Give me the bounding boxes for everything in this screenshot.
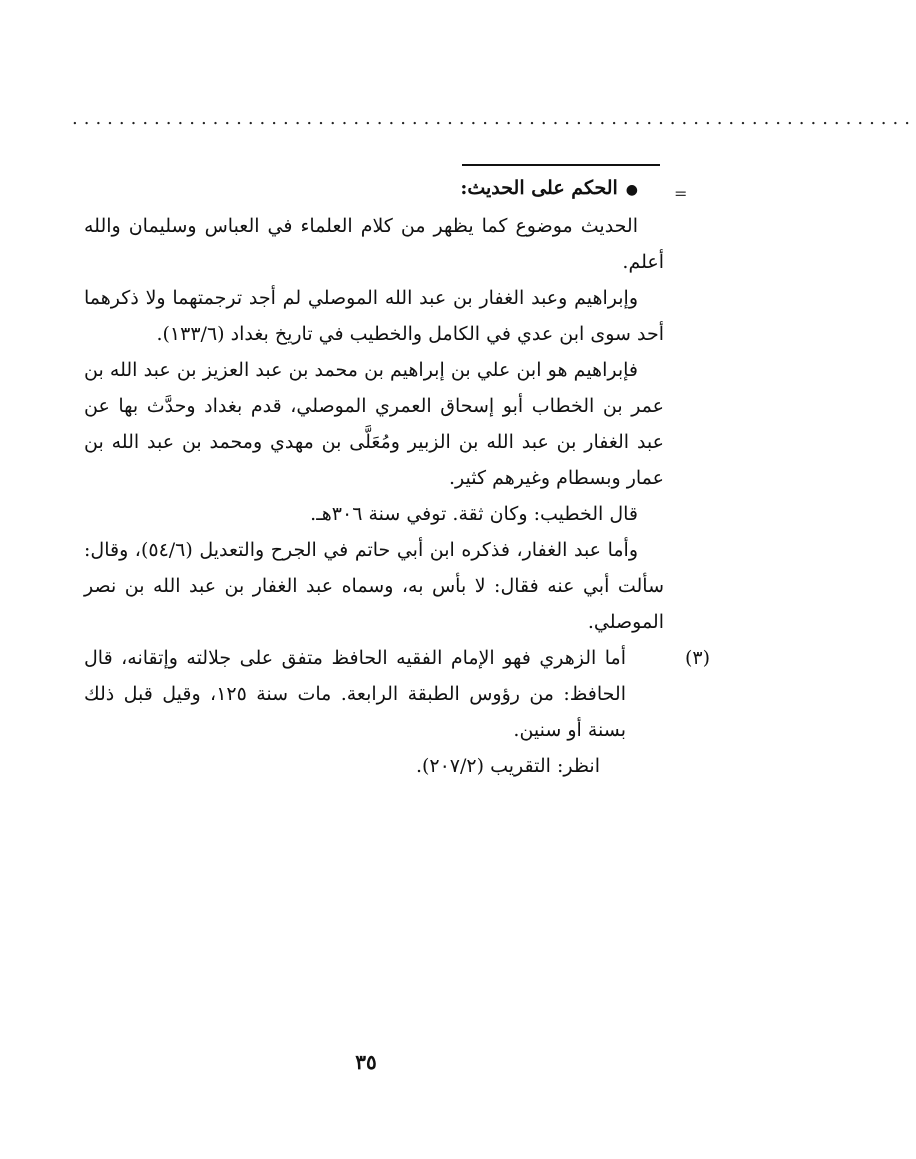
section-heading bbox=[84, 170, 664, 208]
footnote-number: (٣) bbox=[684, 647, 710, 669]
paragraph: فإبراهيم هو ابن علي بن إبراهيم بن محمد بن عبد العزيز بن عبد الله بن عمر بن الخطاب أبو إسحاق العمري الموصلي، قدم بغداد وحدَّث بها عن عبد الغفار بن عبد الله بن الزبير ومُعَلَّى بن مهدي ومحمد بن عبد الله بن عمار وبسطام وغيرهم كثير. bbox=[84, 359, 664, 489]
footnote-reference: انظر: التقريب (٢٠٧/٢). bbox=[415, 755, 600, 777]
footnote-text: أما الزهري فهو الإمام الفقيه الحافظ متفق على جلالته وإتقانه، قال الحافظ: من رؤوس الطبقة الرابعة. مات سنة ١٢٥، وقيل قبل ذلك بسنة أو سنين. bbox=[84, 647, 626, 741]
footnote-rule bbox=[462, 164, 660, 166]
footnote bbox=[84, 640, 710, 784]
page-number: ٣٥ bbox=[355, 1050, 377, 1074]
section-heading-text: الحكم على الحديث: bbox=[460, 177, 618, 199]
paragraph: وأما عبد الغفار، فذكره ابن أبي حاتم في الجرح والتعديل (٥٤/٦)، وقال: سألت أبي عنه فقال: لا بأس به، وسماه عبد الغفار بن عبد الله بن نصر الموصلي. bbox=[84, 539, 664, 633]
paragraph: وإبراهيم وعبد الغفار بن عبد الله الموصلي لم أجد ترجمتهما ولا ذكرهما أحد سوى ابن عدي في الكامل والخطيب في تاريخ بغداد (١٣٣/٦). bbox=[84, 287, 664, 345]
page-body bbox=[84, 170, 710, 784]
bullet-icon: ● bbox=[625, 182, 638, 198]
paragraph: قال الخطيب: وكان ثقة. توفي سنة ٣٠٦هـ. bbox=[310, 503, 638, 525]
paragraph: الحديث موضوع كما يظهر من كلام العلماء في العباس وسليمان والله أعلم. bbox=[84, 215, 664, 273]
margin-mark: = bbox=[674, 184, 688, 203]
dotted-separator: ........................................................................ bbox=[72, 108, 916, 129]
